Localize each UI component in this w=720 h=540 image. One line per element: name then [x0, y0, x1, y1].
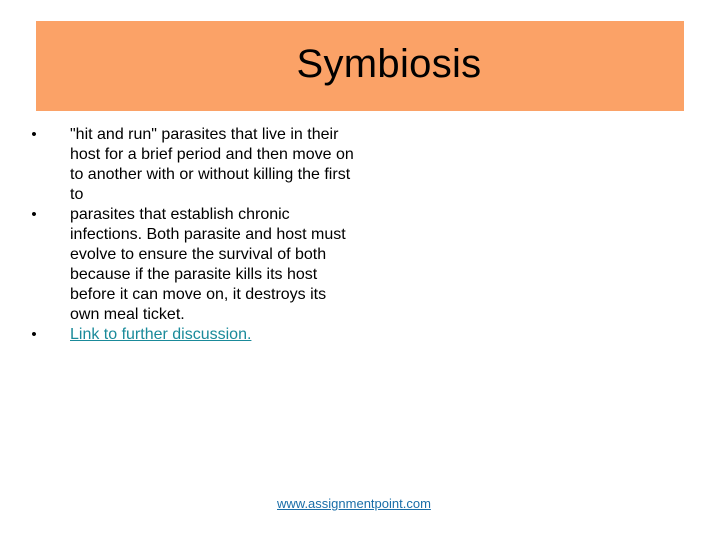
bullet-item-link: [27, 325, 357, 345]
bullet-icon: •: [31, 326, 37, 343]
bullet-icon: •: [31, 126, 37, 143]
bullet-text: parasites that establish chronic infections. Both parasite and host must evolve to ensure the survival of both because if the parasite kills its host before it can move on, it destroys its own meal ticket.: [70, 206, 346, 323]
further-discussion-link[interactable]: Link to further discussion.: [70, 326, 252, 343]
bullet-icon: •: [31, 206, 37, 223]
bullet-list: [27, 125, 357, 345]
bullet-item-hit-and-run: [27, 125, 357, 205]
bullet-item-chronic: [27, 205, 357, 325]
title-bar: [36, 21, 684, 111]
slide-title: Symbiosis: [296, 41, 482, 86]
bullet-text: "hit and run" parasites that live in their host for a brief period and then move on to another with or without killing the first to: [70, 126, 354, 203]
footer-website-link[interactable]: www.assignmentpoint.com: [277, 496, 431, 511]
